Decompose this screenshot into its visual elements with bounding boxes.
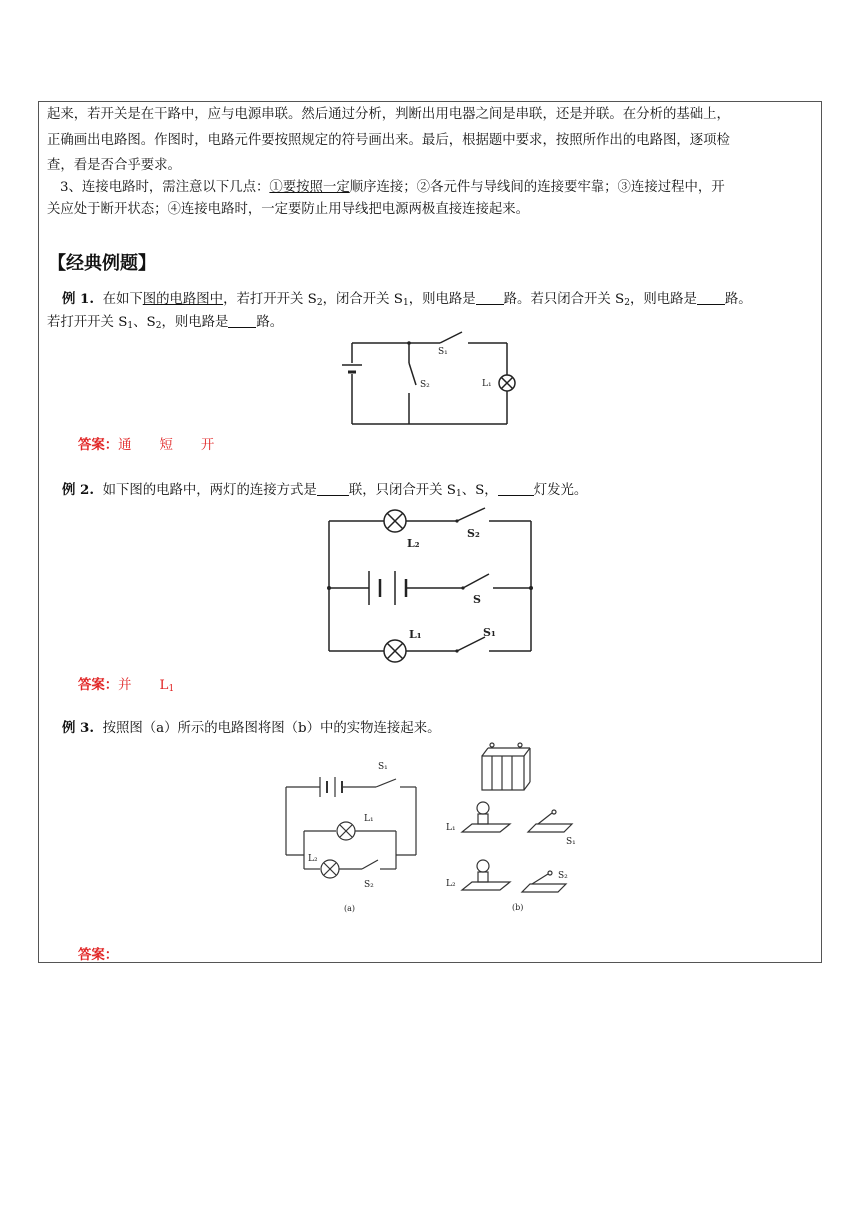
ex1-text-f: ，则电路是 [629, 292, 697, 307]
ex2-circuit-diagram [325, 505, 535, 665]
ex3-label: 例 3. [62, 720, 95, 736]
ex1-answer-2: 短 [159, 438, 173, 453]
section-title: 【经典例题】 [48, 253, 156, 274]
ex2-question [62, 481, 587, 503]
ex1-text-e: 路。若只闭合开关 S [503, 292, 625, 307]
intro-point3-underlined: ①要按照一定 [269, 180, 350, 195]
ex1-s2-label: S₂ [420, 380, 430, 390]
ex3a-s2-label: S₂ [364, 880, 374, 890]
ex2-label: 例 2. [62, 482, 95, 498]
ex1-text-d: ，则电路是 [408, 292, 476, 307]
ex1-s1-label: S₁ [438, 347, 448, 357]
ex2-l2-label: L₂ [407, 537, 420, 550]
ex3a-l1-label: L₁ [364, 814, 374, 824]
ex3-circuit-diagram-a [280, 755, 425, 915]
ex3-text: 按照图（a）所示的电路图将图（b）中的实物连接起来。 [102, 721, 441, 736]
ex1-l2-a: 若打开开关 S [47, 315, 128, 330]
ex2-text-b: 联，只闭合开关 S [348, 483, 456, 498]
ex2-text-c: 、S， [461, 483, 498, 498]
intro-point3-rest: 顺序连接；②各元件与导线间的连接要牢靠；③连接过程中，开 [349, 180, 725, 195]
ex3b-l2-label: L₂ [446, 879, 456, 889]
ex2-s1-label: S₁ [483, 626, 496, 639]
ex2-text-a: 如下图的电路中，两灯的连接方式是 [102, 483, 317, 498]
ex2-answer-2-sub: 1 [168, 684, 175, 694]
ex3-answer-label: 答案： [78, 947, 119, 963]
ex1-answer-3: 开 [200, 438, 215, 453]
ex1-answer-label: 答案： [78, 437, 119, 453]
ex1-answer [78, 434, 214, 453]
intro-line-3: 查，看是否合乎要求。 [47, 158, 181, 173]
ex2-blank-2 [498, 481, 534, 496]
ex1-circuit-diagram [330, 338, 530, 428]
ex1-text-c: ，闭合开关 S [322, 292, 403, 307]
ex2-answer-label: 答案： [78, 677, 119, 693]
ex1-text-b: ，若打开开关 S [223, 292, 317, 307]
ex1-question-line-1 [62, 290, 752, 312]
ex1-question-line-2 [47, 313, 283, 335]
ex1-sub-b: 2 [316, 298, 323, 308]
ex1-l2-d: 路。 [256, 315, 284, 330]
ex2-answer-1: 并 [118, 678, 132, 693]
ex3a-caption: (a) [344, 904, 356, 913]
intro-point3-lead: 3、连接电路时，需注意以下几点： [60, 180, 270, 195]
ex1-text-a: 在如下 [102, 292, 143, 307]
ex2-s-label: S [473, 593, 481, 606]
ex1-l2-sub1: 1 [127, 321, 134, 331]
ex3b-l1-label: L₁ [446, 823, 456, 833]
ex2-sub-b: 1 [455, 489, 462, 499]
ex2-answer-2: L [159, 678, 169, 693]
ex1-label: 例 1. [62, 291, 95, 307]
ex1-l2-b: 、S [133, 315, 156, 330]
ex2-answer [78, 674, 174, 694]
ex2-l1-label: L₁ [409, 628, 422, 641]
ex3-question [62, 719, 441, 738]
intro-line-4 [60, 179, 725, 197]
ex1-text-underlined: 图的电路图中 [142, 292, 224, 307]
ex1-l2-sub2: 2 [155, 321, 162, 331]
ex3a-s1-label: S₁ [378, 762, 388, 772]
ex1-blank-1 [476, 290, 504, 305]
ex3-answer [78, 944, 118, 963]
ex1-answer-1: 通 [118, 438, 132, 453]
ex1-blank-3 [228, 313, 256, 328]
ex3b-s2-label: S₂ [558, 871, 568, 881]
intro-line-2: 正确画出电路图。作图时，电路元件要按照规定的符号画出来。最后，根据题中要求，按照所作出的电路图，逐项检 [47, 133, 730, 148]
ex3-physical-components-b [440, 740, 590, 915]
ex1-sub-e: 2 [624, 298, 630, 308]
ex3b-caption: (b) [512, 903, 524, 912]
intro-line-5: 关应处于断开状态；④连接电路时，一定要防止用导线把电源两极直接连接起来。 [47, 202, 530, 217]
ex1-l2-c: ，则电路是 [161, 315, 229, 330]
ex1-blank-2 [697, 290, 725, 305]
ex3a-l2-label: L₂ [308, 854, 318, 864]
ex2-blank-1 [317, 481, 349, 496]
ex1-sub-c: 1 [402, 298, 409, 308]
ex1-l1-label: L₁ [482, 379, 492, 389]
ex3b-s1-label: S₁ [566, 837, 576, 847]
intro-line-1: 起来，若开关是在干路中，应与电源串联。然后通过分析，判断出用电器之间是串联，还是并联。在分析的基础上， [47, 107, 730, 122]
ex2-text-d: 灯发光。 [533, 483, 588, 498]
ex2-s2-label: S₂ [467, 527, 480, 540]
ex1-text-g: 路。 [724, 292, 752, 307]
